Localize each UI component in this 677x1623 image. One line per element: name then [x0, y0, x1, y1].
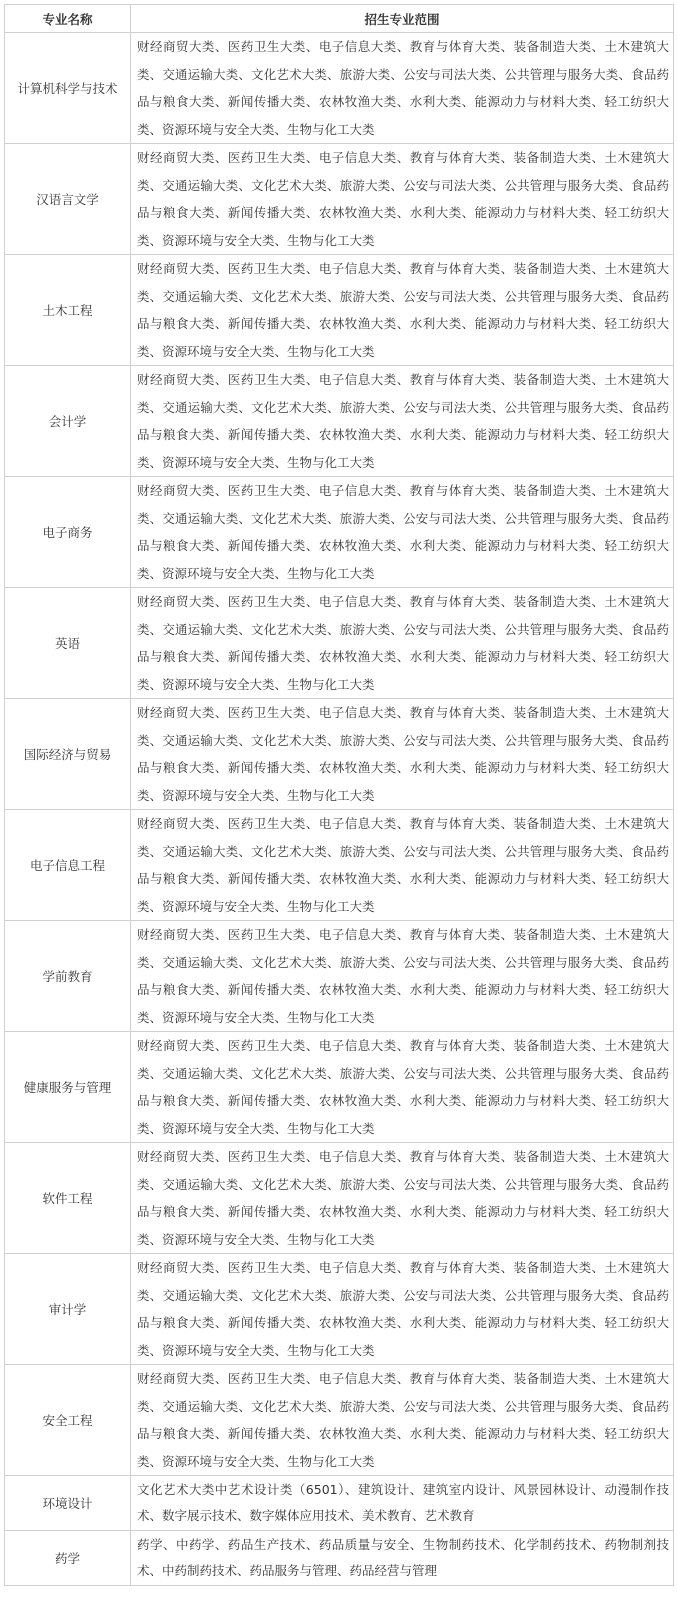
- major-name: 汉语言文学: [5, 144, 131, 255]
- major-name: 审计学: [5, 1254, 131, 1365]
- enrollment-scope: 药学、中药学、药品生产技术、药品质量与安全、生物制药技术、化学制药技术、药物制剂技术、中药制药技术、药品服务与管理、药品经营与管理: [131, 1531, 674, 1586]
- table-row: [5, 921, 674, 1032]
- table-row: [5, 588, 674, 699]
- table-row: [5, 1365, 674, 1476]
- enrollment-scope: 财经商贸大类、医药卫生大类、电子信息大类、教育与体育大类、装备制造大类、土木建筑大类、交通运输大类、文化艺术大类、旅游大类、公安与司法大类、公共管理与服务大类、食品药品与粮食大类、新闻传播大类、农林牧渔大类、水利大类、能源动力与材料大类、轻工纺织大类、资源环境与安全大类、生物与化工大类: [131, 1032, 674, 1143]
- table-row: [5, 810, 674, 921]
- table-header: [5, 5, 674, 33]
- major-name: 电子信息工程: [5, 810, 131, 921]
- table-row: [5, 144, 674, 255]
- table-row: [5, 366, 674, 477]
- major-name: 英语: [5, 588, 131, 699]
- table-row: [5, 1032, 674, 1143]
- table-row: [5, 699, 674, 810]
- table-row: [5, 255, 674, 366]
- major-name: 会计学: [5, 366, 131, 477]
- enrollment-scope: 财经商贸大类、医药卫生大类、电子信息大类、教育与体育大类、装备制造大类、土木建筑大类、交通运输大类、文化艺术大类、旅游大类、公安与司法大类、公共管理与服务大类、食品药品与粮食大类、新闻传播大类、农林牧渔大类、水利大类、能源动力与材料大类、轻工纺织大类、资源环境与安全大类、生物与化工大类: [131, 1365, 674, 1476]
- major-name: 环境设计: [5, 1476, 131, 1531]
- table-row: [5, 1531, 674, 1586]
- table-body: [5, 33, 674, 1586]
- header-row: [5, 5, 674, 33]
- enrollment-scope: 财经商贸大类、医药卫生大类、电子信息大类、教育与体育大类、装备制造大类、土木建筑大类、交通运输大类、文化艺术大类、旅游大类、公安与司法大类、公共管理与服务大类、食品药品与粮食大类、新闻传播大类、农林牧渔大类、水利大类、能源动力与材料大类、轻工纺织大类、资源环境与安全大类、生物与化工大类: [131, 810, 674, 921]
- enrollment-scope: 财经商贸大类、医药卫生大类、电子信息大类、教育与体育大类、装备制造大类、土木建筑大类、交通运输大类、文化艺术大类、旅游大类、公安与司法大类、公共管理与服务大类、食品药品与粮食大类、新闻传播大类、农林牧渔大类、水利大类、能源动力与材料大类、轻工纺织大类、资源环境与安全大类、生物与化工大类: [131, 921, 674, 1032]
- major-name: 电子商务: [5, 477, 131, 588]
- enrollment-scope: 财经商贸大类、医药卫生大类、电子信息大类、教育与体育大类、装备制造大类、土木建筑大类、交通运输大类、文化艺术大类、旅游大类、公安与司法大类、公共管理与服务大类、食品药品与粮食大类、新闻传播大类、农林牧渔大类、水利大类、能源动力与材料大类、轻工纺织大类、资源环境与安全大类、生物与化工大类: [131, 255, 674, 366]
- enrollment-scope: 财经商贸大类、医药卫生大类、电子信息大类、教育与体育大类、装备制造大类、土木建筑大类、交通运输大类、文化艺术大类、旅游大类、公安与司法大类、公共管理与服务大类、食品药品与粮食大类、新闻传播大类、农林牧渔大类、水利大类、能源动力与材料大类、轻工纺织大类、资源环境与安全大类、生物与化工大类: [131, 366, 674, 477]
- major-name: 药学: [5, 1531, 131, 1586]
- table-row: [5, 1476, 674, 1531]
- major-name: 土木工程: [5, 255, 131, 366]
- table-row: [5, 1143, 674, 1254]
- header-enrollment-scope: 招生专业范围: [131, 5, 674, 33]
- enrollment-scope: 财经商贸大类、医药卫生大类、电子信息大类、教育与体育大类、装备制造大类、土木建筑大类、交通运输大类、文化艺术大类、旅游大类、公安与司法大类、公共管理与服务大类、食品药品与粮食大类、新闻传播大类、农林牧渔大类、水利大类、能源动力与材料大类、轻工纺织大类、资源环境与安全大类、生物与化工大类: [131, 588, 674, 699]
- table-row: [5, 477, 674, 588]
- major-name: 学前教育: [5, 921, 131, 1032]
- enrollment-scope: 财经商贸大类、医药卫生大类、电子信息大类、教育与体育大类、装备制造大类、土木建筑大类、交通运输大类、文化艺术大类、旅游大类、公安与司法大类、公共管理与服务大类、食品药品与粮食大类、新闻传播大类、农林牧渔大类、水利大类、能源动力与材料大类、轻工纺织大类、资源环境与安全大类、生物与化工大类: [131, 1143, 674, 1254]
- major-name: 国际经济与贸易: [5, 699, 131, 810]
- enrollment-scope: 财经商贸大类、医药卫生大类、电子信息大类、教育与体育大类、装备制造大类、土木建筑大类、交通运输大类、文化艺术大类、旅游大类、公安与司法大类、公共管理与服务大类、食品药品与粮食大类、新闻传播大类、农林牧渔大类、水利大类、能源动力与材料大类、轻工纺织大类、资源环境与安全大类、生物与化工大类: [131, 477, 674, 588]
- table-row: [5, 33, 674, 144]
- major-name: 安全工程: [5, 1365, 131, 1476]
- header-major-name: 专业名称: [5, 5, 131, 33]
- enrollment-scope: 财经商贸大类、医药卫生大类、电子信息大类、教育与体育大类、装备制造大类、土木建筑大类、交通运输大类、文化艺术大类、旅游大类、公安与司法大类、公共管理与服务大类、食品药品与粮食大类、新闻传播大类、农林牧渔大类、水利大类、能源动力与材料大类、轻工纺织大类、资源环境与安全大类、生物与化工大类: [131, 1254, 674, 1365]
- enrollment-scope: 财经商贸大类、医药卫生大类、电子信息大类、教育与体育大类、装备制造大类、土木建筑大类、交通运输大类、文化艺术大类、旅游大类、公安与司法大类、公共管理与服务大类、食品药品与粮食大类、新闻传播大类、农林牧渔大类、水利大类、能源动力与材料大类、轻工纺织大类、资源环境与安全大类、生物与化工大类: [131, 699, 674, 810]
- major-name: 健康服务与管理: [5, 1032, 131, 1143]
- enrollment-scope: 财经商贸大类、医药卫生大类、电子信息大类、教育与体育大类、装备制造大类、土木建筑大类、交通运输大类、文化艺术大类、旅游大类、公安与司法大类、公共管理与服务大类、食品药品与粮食大类、新闻传播大类、农林牧渔大类、水利大类、能源动力与材料大类、轻工纺织大类、资源环境与安全大类、生物与化工大类: [131, 33, 674, 144]
- major-name: 计算机科学与技术: [5, 33, 131, 144]
- major-name: 软件工程: [5, 1143, 131, 1254]
- majors-table: [4, 4, 674, 1586]
- table-row: [5, 1254, 674, 1365]
- enrollment-scope: 文化艺术大类中艺术设计类（6501）、建筑设计、建筑室内设计、风景园林设计、动漫制作技术、数字展示技术、数字媒体应用技术、美术教育、艺术教育: [131, 1476, 674, 1531]
- enrollment-scope: 财经商贸大类、医药卫生大类、电子信息大类、教育与体育大类、装备制造大类、土木建筑大类、交通运输大类、文化艺术大类、旅游大类、公安与司法大类、公共管理与服务大类、食品药品与粮食大类、新闻传播大类、农林牧渔大类、水利大类、能源动力与材料大类、轻工纺织大类、资源环境与安全大类、生物与化工大类: [131, 144, 674, 255]
